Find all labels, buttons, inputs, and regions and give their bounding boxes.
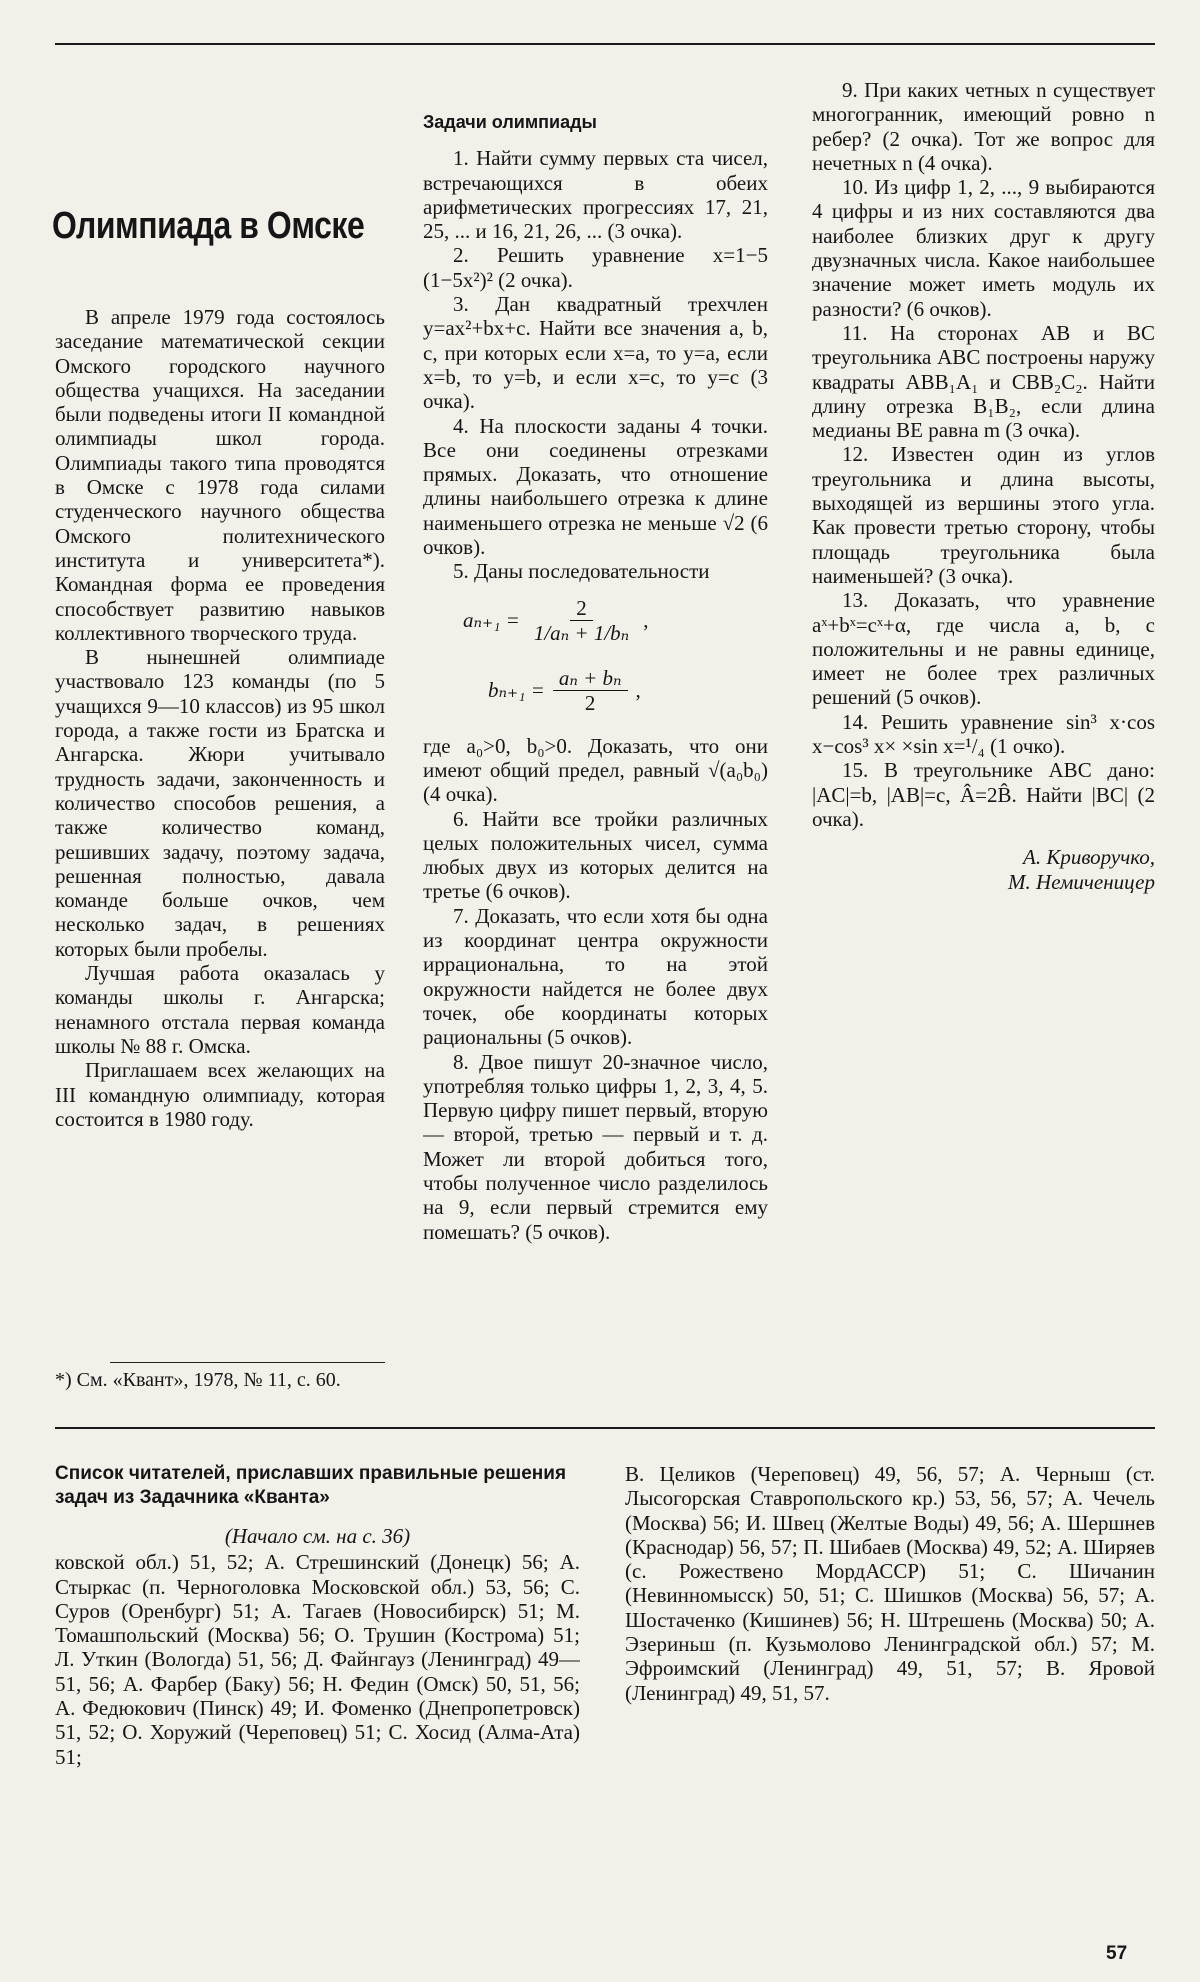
middle-rule [55,1427,1155,1429]
page-number: 57 [1106,1943,1128,1964]
problem-9: 9. При каких четных n существует многогранник, имеющий ровно n ребер? (2 очка). Тот же вопрос для нечетных n (4 очка). [812,78,1155,175]
readers-continued-note: (Начало см. на с. 36) [224,1524,411,1548]
formula-a [463,596,648,646]
formula-b-denominator: 2 [584,690,596,715]
problem-4: 4. На плоскости заданы 4 точки. Все они соединены отрезками прямых. Доказать, что отношение длины наибольшего отрезка к длине наименьшего отрезка не меньше √2 (6 очков). [423,413,768,560]
formula-b-lhs: bₙ₊₁ = [488,678,545,703]
footnote-rule [110,1362,385,1363]
author-1: А. Криворучко, [1023,845,1155,870]
problem-5-tail: где a₀>0, b₀>0. Доказать, что они имеют общий предел, равный √(a₀b₀) (4 очка). [423,733,768,807]
problem-13: 13. Доказать, что уравнение aˣ+bˣ=cˣ+α, где числа a, b, c положительны и не равны единице, имеет не более трех различных решений (5 очков). [812,588,1155,710]
readers-heading: Список читателей, приславших правильные решения задач из Задачника «Кванта» [55,1463,567,1508]
problem-7: 7. Доказать, что если хотя бы одна из координат центра окружности иррациональна, то на этой окружности найдется не более двух точек, обе координаты которых рациональны (5 очков). [423,903,768,1050]
problem-12: 12. Известен один из углов треугольника и длина высоты, выходящей из вершины этого угла. Как провести третью сторону, чтобы площадь треугольника была наименьшей? (3 очка). [812,442,1155,588]
problem-14: 14. Решить уравнение sin³ x·cos x−cos³ x× ×sin x=¹/₄ (1 очко). [812,709,1155,759]
readers-left-column [55,1462,580,1827]
footnote: *) См. «Квант», 1978, № 11, с. 60. [55,1369,341,1391]
formula-b-numerator: aₙ + bₙ [553,666,628,691]
author-2: М. Немиченицер [1008,869,1155,894]
problem-1: 1. Найти сумму первых ста чисел, встречающихся в обеих арифметических прогрессиях 17, 21, 25, ... и 16, 21, 26, ... (3 очка). [423,146,768,244]
page-title: Олимпиада в Омске [52,205,365,247]
problem-2: 2. Решить уравнение x=1−5 (1−5x²)² (2 очка). [423,243,768,292]
intro-column [55,305,385,1345]
intro-paragraph-1: В апреле 1979 года состоялось заседание математической секции Омского городского научного общества учащихся. На заседании были подведены итоги II командной олимпиады школ города. Олимпиады такого типа проводятся в Омске с 1978 года силами студенческого научного общества Омского политехнического института и университета*). Командная форма ее проведения способствует развитию навыков коллективного творческого труда. [55,305,385,645]
readers-list-right: В. Целиков (Череповец) 49, 56, 57; А. Черныш (ст. Лысогорская Ставропольского кр.) 53, 56, 57; А. Чечель (Москва) 56; И. Швец (Желтые Воды) 49, 56; А. Шершнев (Краснодар) 56, 57; П. Шибаев (Москва) 49, 52; А. Ширяев (с. Рожествено МордАССР) 51; С. Шичанин (Невинномысск) 50, 51; С. Шишков (Москва) 56, 57; А. Шостаченко (Кишинев) 56; Н. Штрешень (Москва) 50; А. Эзериньш (п. Кузьмолово Ленинградской обл.) 57; М. Эфроимский (Ленинград) 49, 51, 57; В. Яровой (Ленинград) 49, 51, 57. [625,1462,1155,1705]
problems-column-1 [423,110,768,1415]
formula-a-lhs: aₙ₊₁ = [463,608,520,633]
readers-right-column [625,1462,1155,1827]
problem-10: 10. Из цифр 1, 2, ..., 9 выбираются 4 цифры и из них составляются два наиболее близких друг к другу двузначных числа. Какое наибольшее значение может иметь модуль их разности? (6 очков). [812,175,1155,321]
problem-6: 6. Найти все тройки различных целых положительных чисел, сумма любых двух из которых делится на третье (6 очков). [423,806,768,904]
intro-paragraph-2: В нынешней олимпиаде участвовало 123 команды (по 5 учащихся 9—10 классов) из 95 школ города, а также гости из Братска и Ангарска. Жюри учитывало трудность задачи, законченность и количество способов решения, а также количество команд, решивших задачу, поэтому задача, решенная полностью, давала команде больше очков, чем несколько задач, в решениях которых были пробелы. [55,645,385,961]
formula-a-comma: , [643,608,649,633]
problem-3: 3. Дан квадратный трехчлен y=ax²+bx+c. Найти все значения a, b, c, при которых если x=a, то y=a, если x=b, то y=b, и если x=c, то y=c (3 очка). [423,292,768,414]
formula-b-comma: , [635,678,641,703]
sequence-formulas [423,584,768,734]
problems-heading: Задачи олимпиады [423,112,597,132]
formula-a-denominator: 1/aₙ + 1/bₙ [533,620,630,645]
top-rule [55,43,1155,45]
problem-5-lead: 5. Даны последовательности [453,559,710,584]
problems-column-2 [812,78,1155,1418]
readers-list-left: ковской обл.) 51, 52; А. Стрешинский (Донецк) 56; А. Стыркас (п. Черноголовка Московской обл.) 53, 56; С. Суров (Оренбург) 51; А. Тагаев (Новосибирск) 51; М. Томашпольский (Москва) 56; О. Трушин (Кострома) 51; Л. Уткин (Вологда) 51, 56; Д. Файнгауз (Ленинград) 49—51, 56; А. Фарбер (Баку) 56; Н. Федин (Омск) 50, 51, 56; А. Федюкович (Пинск) 49; И. Фоменко (Днепропетровск) 51, 52; О. Хоружий (Череповец) 51; С. Хосид (Алма-Ата) 51; [55,1550,580,1769]
problem-15: 15. В треугольнике ABC дано: |AC|=b, |AB|=c, Â=2B̂. Найти |BC| (2 очка). [812,758,1155,831]
problem-11: 11. На сторонах AB и BC треугольника ABC построены наружу квадраты ABB₁A₁ и CBB₂C₂. Найти длину отрезка B₁B₂, если длина медианы BE равна m (3 очка). [812,320,1155,443]
intro-paragraph-3: Лучшая работа оказалась у команды школы г. Ангарска; ненамного отстала первая команда школы № 88 г. Омска. [55,961,385,1058]
formula-a-numerator: 2 [570,596,593,621]
intro-paragraph-4: Приглашаем всех желающих на III командную олимпиаду, которая состоится в 1980 году. [55,1058,385,1131]
problem-8: 8. Двое пишут 20-значное число, употребляя только цифры 1, 2, 3, 4, 5. Первую цифру пишет первый, вторую — второй, третью — первый и т. д. Может ли второй добиться того, чтобы полученное число разделилось на 9, если первый стремится ему помешать? (5 очков). [423,1049,768,1244]
formula-b [488,666,641,716]
